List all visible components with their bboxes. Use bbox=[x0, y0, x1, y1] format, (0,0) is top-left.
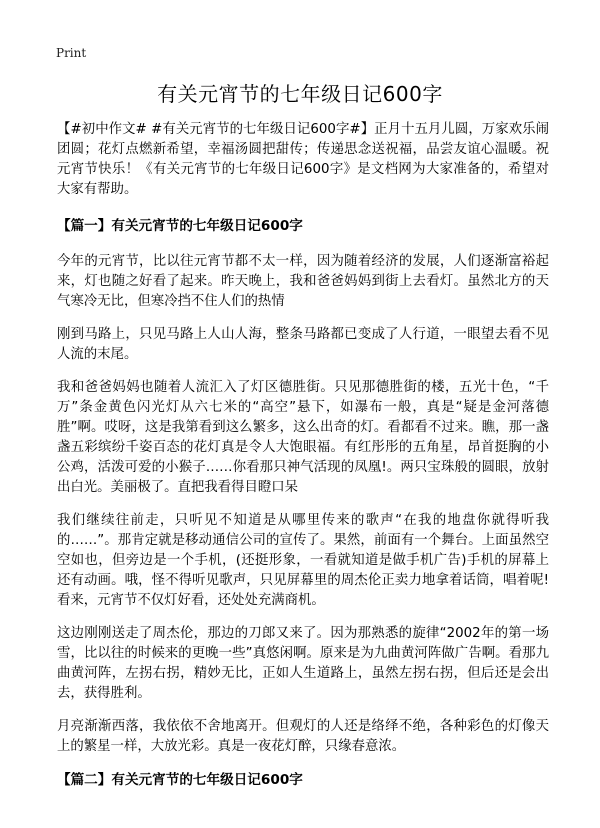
paragraph-5: 这边刚刚送走了周杰伦，那边的刀郎又来了。因为那熟悉的旋律“2002年的第一场雪，比以往的时候来的更晚一些”真悠闲啊。原来是为九曲黄河阵做广告啊。看那九曲黄河阵，左拐右拐，精妙无比，正如人生道路上，虽然左拐右拐，但后还是会出去，获得胜利。 bbox=[57, 626, 549, 701]
print-link[interactable]: Print bbox=[56, 46, 87, 60]
page-title: 有关元宵节的七年级日记600字 bbox=[157, 82, 443, 106]
paragraph-4: 我们继续往前走，只听见不知道是从哪里传来的歌声“在我的地盘你就得听我的……”。那肯定就是移动通信公司的宣传了。果然，前面有一个舞台。上面虽然空空如也，但旁边是一个手机，(还挺形象，一看就知道是做手机广告)手机的屏幕上还有动画。哦，怪不得听见歌声，只见屏幕里的周杰伦正卖力地拿着话筒，唱着呢!看来，元宵节不仅灯好看，还处处充满商机。 bbox=[57, 513, 549, 608]
section-heading-2: 【篇二】有关元宵节的七年级日记600字 bbox=[57, 772, 303, 788]
intro-paragraph: 【#初中作文# #有关元宵节的七年级日记600字#】正月十五月儿圆，万家欢乐闹团圆；花灯点燃新希望，幸福汤圆把甜传；传递思念送祝福，品尝友谊心温暖。祝元宵节快乐！《有关元宵节的七年级日记600字》是文档网为大家准备的，希望对大家有帮助。 bbox=[57, 122, 549, 197]
paragraph-6: 月亮渐渐西落，我依依不舍地离开。但观灯的人还是络绎不绝，各种彩色的灯像天上的繁星一样，大放光彩。真是一夜花灯醉，只缘春意浓。 bbox=[57, 719, 549, 754]
paragraph-2: 刚到马路上，只见马路上人山人海，整条马路都已变成了人行道，一眼望去看不见人流的末尾。 bbox=[57, 327, 549, 362]
paragraph-1: 今年的元宵节，比以往元宵节都不太一样，因为随着经济的发展，人们逐渐富裕起来，灯也随之好看了起来。昨天晚上，我和爸爸妈妈到街上去看灯。虽然北方的天气寒冷无比，但寒冷挡不住人们的热情 bbox=[57, 254, 549, 309]
section-heading-1: 【篇一】有关元宵节的七年级日记600字 bbox=[57, 218, 303, 234]
article-body bbox=[57, 120, 549, 806]
paragraph-3: 我和爸爸妈妈也随着人流汇入了灯区德胜街。只见那德胜街的楼，五光十色，“千万”条金黄色闪光灯从六七米的“高空”悬下，如瀑布一般，真是“疑是金河落德胜”啊。哎呀，这是我第看到这么繁多，这么出奇的灯。看都看不过来。瞧，那一盏盏五彩缤纷千姿百态的花灯真是令人大饱眼福。有红彤彤的五角星，昂首挺胸的小公鸡，活泼可爱的小猴子……你看那只神气活现的凤凰!。两只宝珠般的圆眼，放射出白光。美丽极了。直把我看得目瞪口呆 bbox=[57, 380, 549, 495]
